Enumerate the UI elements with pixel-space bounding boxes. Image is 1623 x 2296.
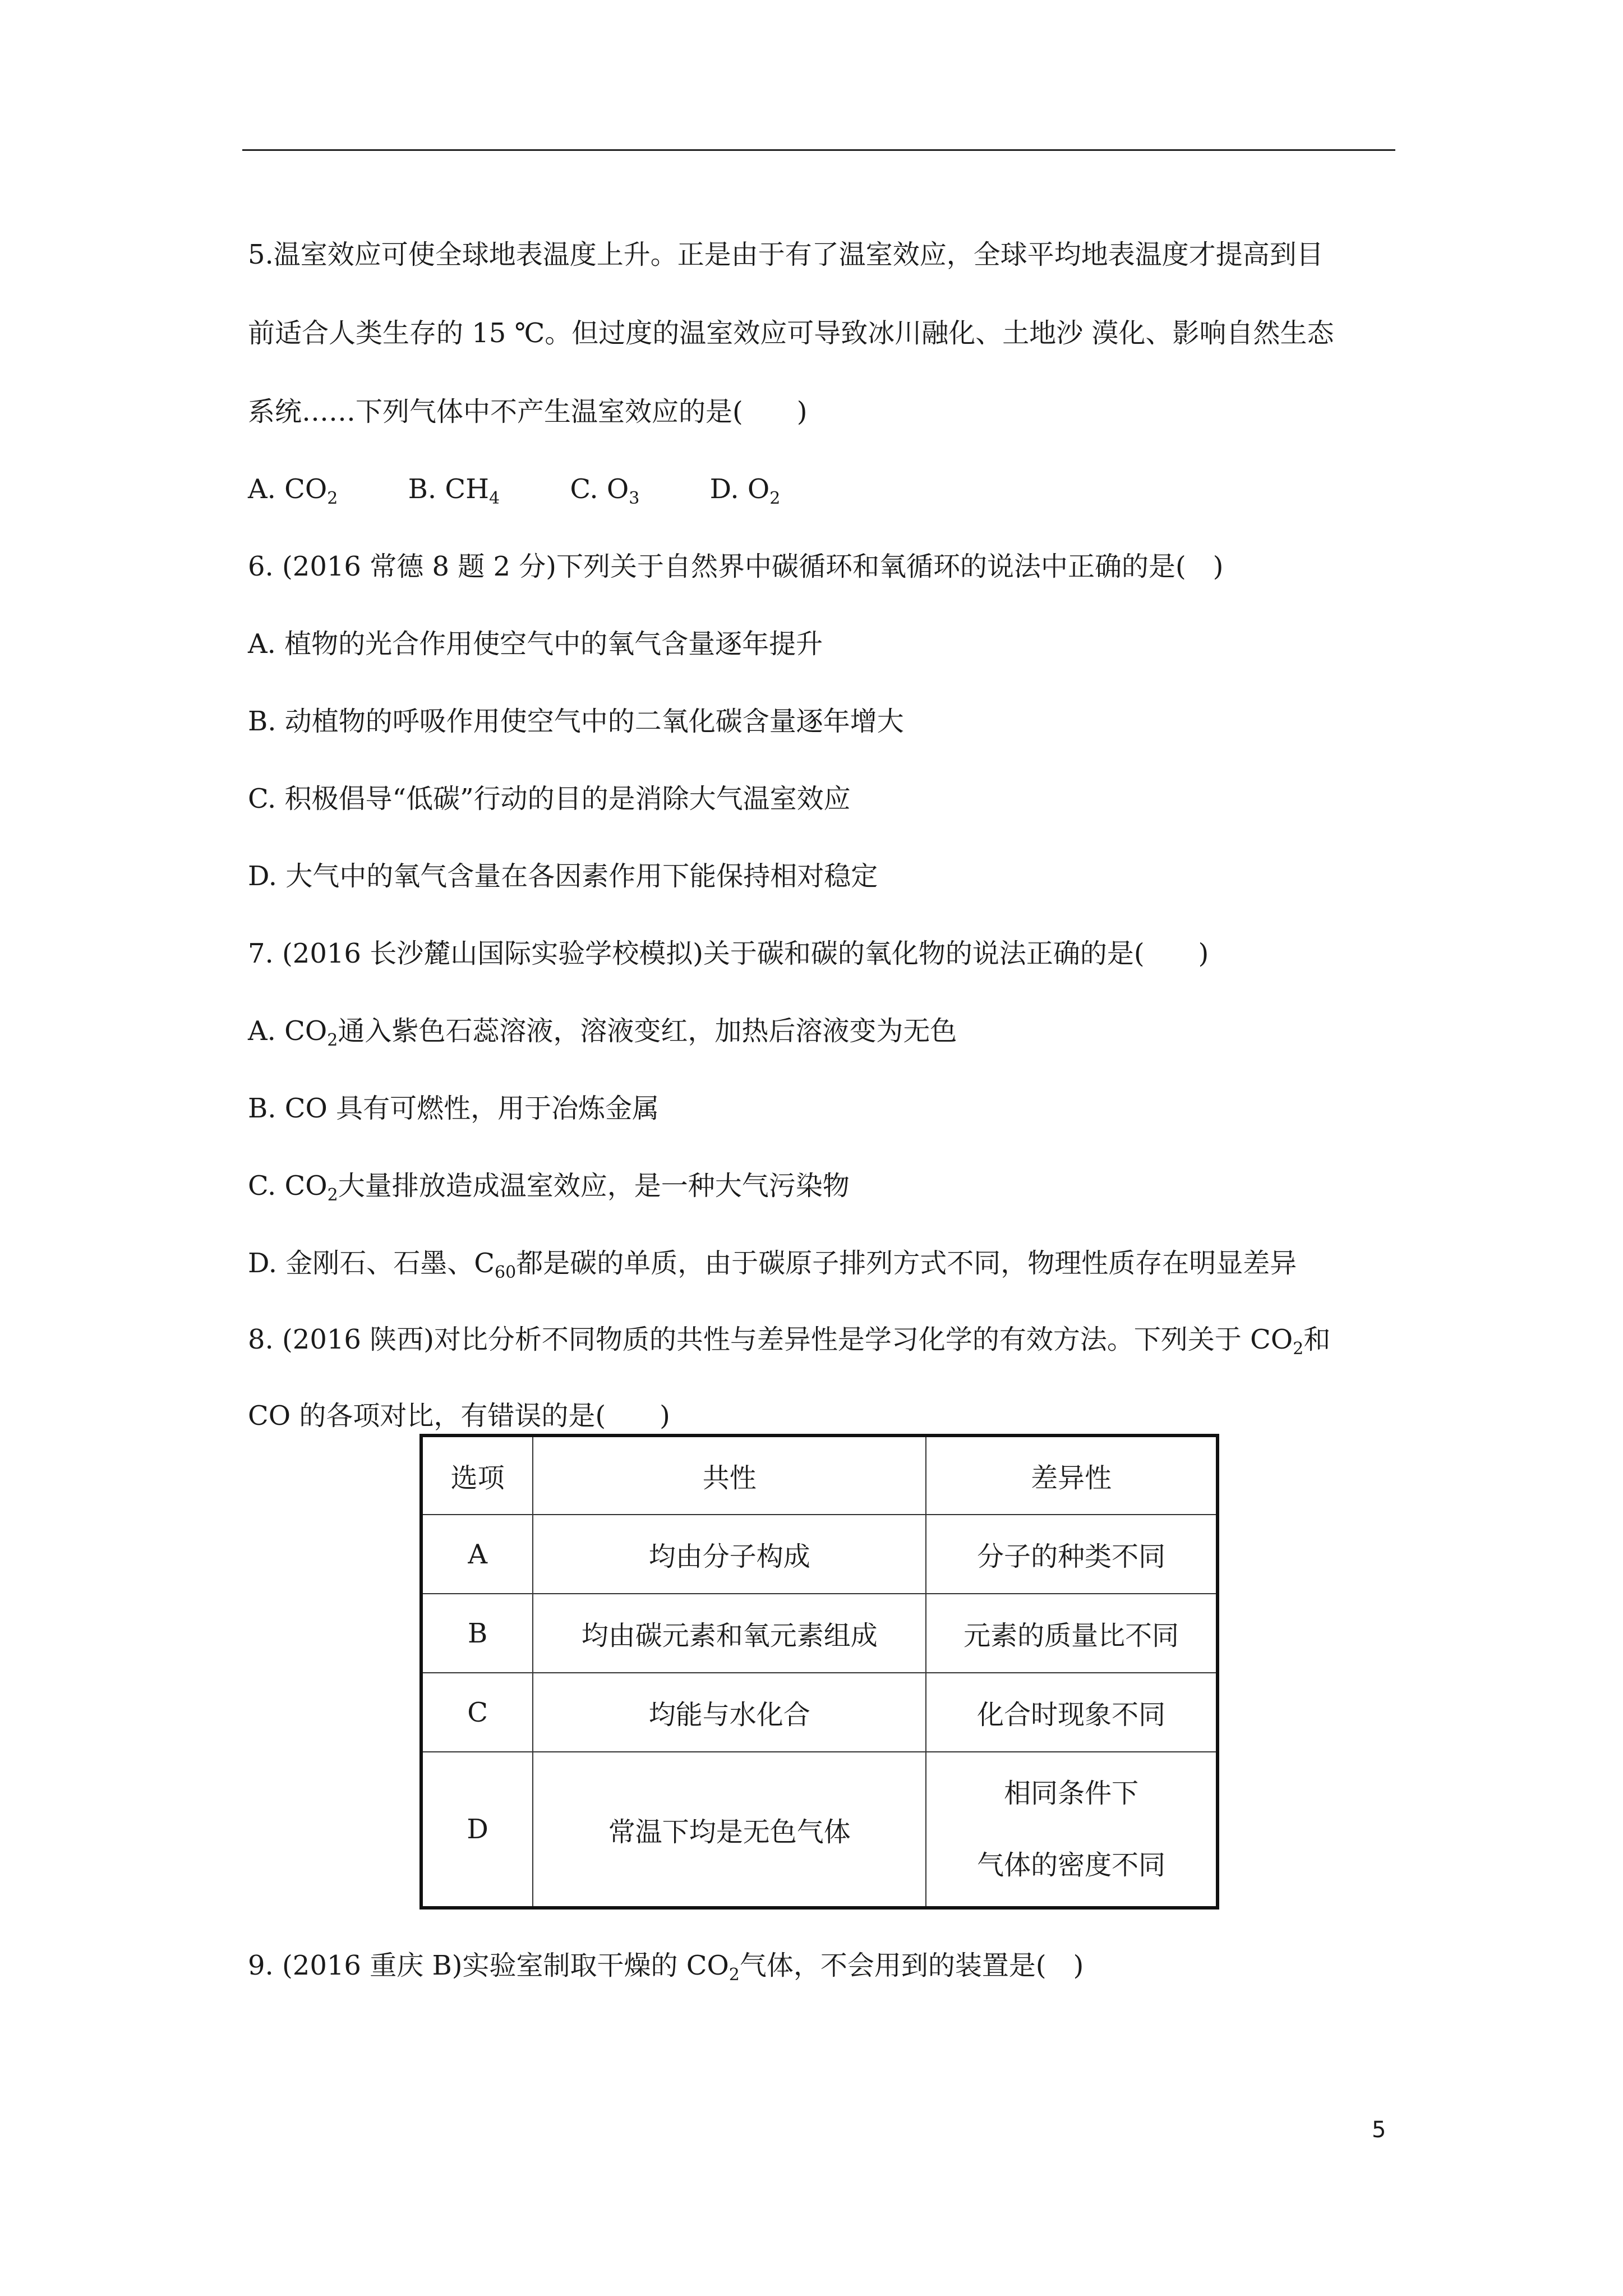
q7-option-b: B. CO 具有可燃性，用于冶炼金属 [248, 1093, 660, 1124]
table-header-difference: 差异性 [926, 1435, 1218, 1515]
table-header-row [421, 1435, 1218, 1515]
q7-option-d: D. 金刚石、石墨、$C_{60}$都是碳的单质，由于碳原子排列方式不同，物理性质存在明显差异 [248, 1248, 1297, 1282]
table-cell-difference: 分子的种类不同 [926, 1515, 1218, 1594]
q5-option-d: D. $O_2$ [709, 473, 781, 508]
table-cell-difference: 化合时现象不同 [926, 1673, 1218, 1752]
q5-option-a: A. $CO_2$ [248, 473, 338, 508]
q5-line-1: 5.温室效应可使全球地表温度上升。正是由于有了温室效应，全球平均地表温度才提高到目 [248, 239, 1324, 270]
q5-line-3: 系统……下列气体中不产生温室效应的是( ) [248, 396, 808, 427]
q6-option-b: B. 动植物的呼吸作用使空气中的二氧化碳含量逐年增大 [248, 706, 904, 737]
table-cell-common: 均由分子构成 [533, 1515, 926, 1594]
header-rule [242, 149, 1395, 151]
table-cell-option: A [421, 1515, 533, 1594]
q5-option-c: C. $O_3$ [570, 473, 640, 508]
q6-option-a: A. 植物的光合作用使空气中的氧气含量逐年提升 [248, 628, 823, 660]
q5-option-b: B. $CH_4$ [408, 473, 500, 508]
table-row [421, 1594, 1218, 1673]
q5-options [248, 472, 842, 506]
table-header-common: 共性 [533, 1435, 926, 1515]
table-header-option: 选项 [421, 1435, 533, 1515]
q9-stem: 9. (2016 重庆 B)实验室制取干燥的 $CO_2$气体，不会用到的装置是( ) [248, 1950, 1084, 1985]
table-cell-common: 均由碳元素和氧元素组成 [533, 1594, 926, 1673]
table-cell-difference-line-1: 相同条件下 [1004, 1778, 1139, 1809]
table-cell-option: C [421, 1673, 533, 1752]
comparison-table [419, 1434, 1219, 1910]
q7-stem: 7. (2016 长沙麓山国际实验学校模拟)关于碳和碳的氧化物的说法正确的是( ) [248, 938, 1209, 969]
table-cell-common: 常温下均是无色气体 [533, 1752, 926, 1908]
q7-option-c: C. $CO_2$大量排放造成温室效应，是一种大气污染物 [248, 1170, 850, 1205]
table-row [421, 1515, 1218, 1594]
q6-option-d: D. 大气中的氧气含量在各因素作用下能保持相对稳定 [248, 861, 878, 892]
table-cell-difference: 元素的质量比不同 [926, 1594, 1218, 1673]
q6-stem: 6. (2016 常德 8 题 2 分)下列关于自然界中碳循环和氧循环的说法中正确的是( ) [248, 551, 1224, 582]
table-cell-option: D [421, 1752, 533, 1908]
q7-option-a: A. $CO_2$通入紫色石蕊溶液，溶液变红，加热后溶液变为无色 [248, 1015, 957, 1050]
q8-line-1: 8. (2016 陕西)对比分析不同物质的共性与差异性是学习化学的有效方法。下列关于 $CO_2$和 [248, 1324, 1331, 1359]
table-cell-common: 均能与水化合 [533, 1673, 926, 1752]
table-cell-option: B [421, 1594, 533, 1673]
q8-line-2: CO 的各项对比，有错误的是( ) [248, 1400, 670, 1432]
table-row [421, 1673, 1218, 1752]
q5-line-2: 前适合人类生存的 15 ℃。但过度的温室效应可导致冰川融化、土地沙 漠化、影响自然生态 [248, 318, 1334, 349]
page-number: 5 [1372, 2117, 1386, 2143]
table-cell-difference [926, 1752, 1218, 1908]
q6-option-c: C. 积极倡导“低碳”行动的目的是消除大气温室效应 [248, 783, 851, 815]
table-cell-difference-line-2: 气体的密度不同 [977, 1849, 1166, 1881]
table-row [421, 1752, 1218, 1908]
